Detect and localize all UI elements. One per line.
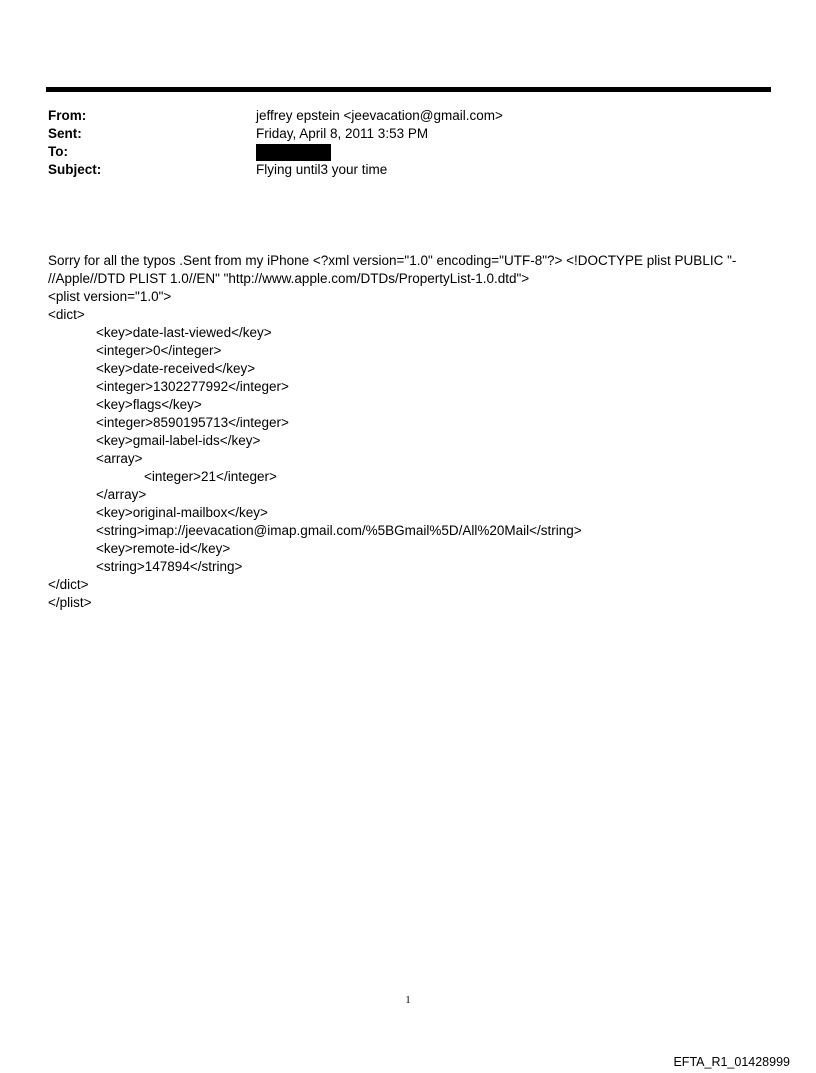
body-line: <key>gmail-label-ids</key> (96, 433, 261, 448)
body-line: <key>date-received</key> (96, 361, 256, 376)
email-header (48, 107, 768, 179)
sent-label: Sent: (48, 126, 82, 141)
document-id: EFTA_R1_01428999 (673, 1055, 790, 1069)
body-line: <key>remote-id</key> (96, 541, 231, 556)
body-line: <integer>0</integer> (96, 343, 222, 358)
body-line: <string>147894</string> (96, 559, 243, 574)
header-divider (46, 87, 771, 92)
body-line: <integer>1302277992</integer> (96, 379, 289, 394)
sent-row (48, 125, 768, 143)
body-line: </dict> (48, 577, 89, 592)
body-line: <dict> (48, 307, 85, 322)
body-line: <plist version="1.0"> (48, 289, 172, 304)
body-line: Sorry for all the typos .Sent from my iPhone <?xml version="1.0" encoding="UTF-8"?> <!DOCTYPE plist PUBLIC "- (48, 253, 737, 268)
body-line: <key>original-mailbox</key> (96, 505, 268, 520)
from-label: From: (48, 108, 87, 123)
subject-value: Flying until3 your time (256, 162, 388, 177)
subject-label: Subject: (48, 162, 102, 177)
body-line: <key>flags</key> (96, 397, 202, 412)
body-line: <integer>8590195713</integer> (96, 415, 289, 430)
body-line: </array> (96, 487, 147, 502)
body-line: <string>imap://jeevacation@imap.gmail.com/%5BGmail%5D/All%20Mail</string> (96, 523, 582, 538)
body-line: //Apple//DTD PLIST 1.0//EN" "http://www.apple.com/DTDs/PropertyList-1.0.dtd"> (48, 271, 530, 286)
email-body (48, 252, 748, 612)
redaction-box (256, 144, 331, 161)
to-value (256, 143, 331, 161)
from-row (48, 107, 768, 125)
subject-row (48, 161, 768, 179)
from-value: jeffrey epstein <jeevacation@gmail.com> (256, 108, 503, 123)
body-line: <array> (96, 451, 143, 466)
body-line: </plist> (48, 595, 92, 610)
page-number: 1 (405, 994, 411, 1006)
body-line: <integer>21</integer> (144, 469, 277, 484)
sent-value: Friday, April 8, 2011 3:53 PM (256, 126, 429, 141)
body-line: <key>date-last-viewed</key> (96, 325, 272, 340)
to-row (48, 143, 768, 161)
to-label: To: (48, 144, 68, 159)
